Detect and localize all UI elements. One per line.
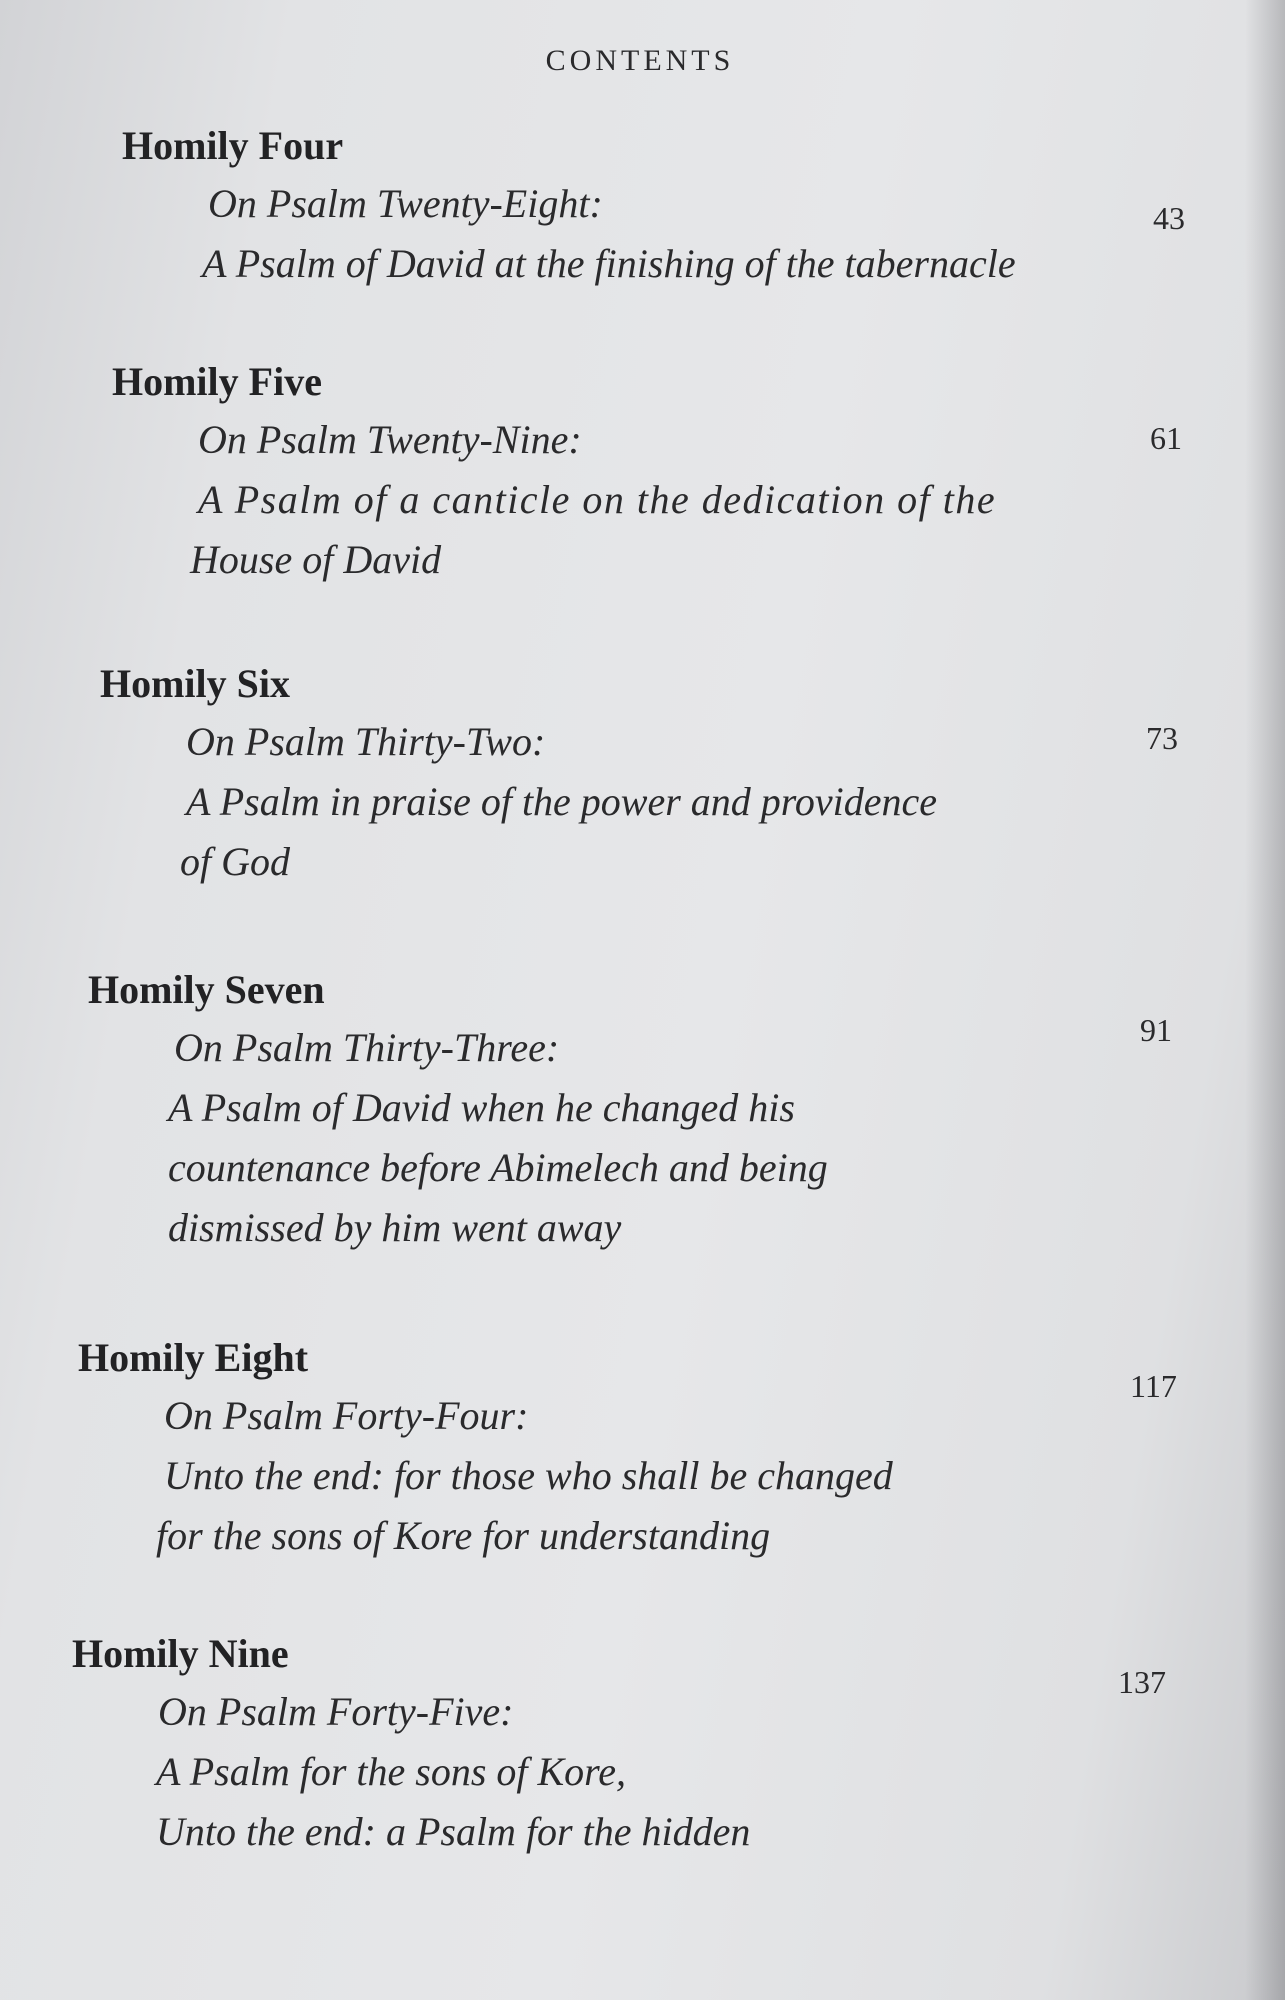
psalm-subtitle: On Psalm Thirty-Two: <box>186 719 546 764</box>
psalm-description-line: countenance before Abimelech and being <box>168 1145 828 1190</box>
homily-title: Homily Nine <box>72 1631 289 1676</box>
psalm-description-line: of God <box>180 839 290 884</box>
toc-entry-homily-eight <box>78 1336 893 1566</box>
psalm-subtitle: On Psalm Twenty-Nine: <box>198 417 582 462</box>
homily-title: Homily Four <box>122 123 344 168</box>
psalm-description-line: A Psalm of David at the finishing of the tabernacle <box>202 241 1016 286</box>
page-number: 73 <box>1146 720 1178 756</box>
psalm-description-line: A Psalm of a canticle on the dedication of the <box>198 477 997 522</box>
psalm-subtitle: On Psalm Forty-Four: <box>164 1393 529 1438</box>
page-number: 91 <box>1140 1012 1172 1048</box>
page-edge-shadow <box>1245 0 1285 2000</box>
contents-header: CONTENTS <box>545 44 735 77</box>
psalm-description-line: A Psalm in praise of the power and providence <box>186 779 938 824</box>
toc-entry-homily-nine <box>72 1632 750 1862</box>
toc-entry-homily-five <box>112 360 996 590</box>
homily-title: Homily Seven <box>88 967 325 1012</box>
page-number: 61 <box>1150 420 1182 456</box>
toc-entry-homily-six <box>100 662 937 892</box>
psalm-description-line: A Psalm of David when he changed his <box>168 1085 795 1130</box>
psalm-subtitle: On Psalm Forty-Five: <box>158 1689 514 1734</box>
page-number: 137 <box>1118 1664 1166 1700</box>
psalm-description-line: for the sons of Kore for understanding <box>156 1513 771 1558</box>
psalm-description-line: A Psalm for the sons of Kore, <box>156 1749 627 1794</box>
homily-title: Homily Five <box>112 359 322 404</box>
psalm-subtitle: On Psalm Thirty-Three: <box>174 1025 560 1070</box>
homily-title: Homily Eight <box>78 1335 309 1380</box>
toc-entry-homily-seven <box>88 968 828 1258</box>
psalm-description-line: House of David <box>190 537 442 582</box>
page-number: 117 <box>1130 1368 1177 1404</box>
toc-entry-homily-four <box>122 124 1016 294</box>
homily-title: Homily Six <box>100 661 291 706</box>
psalm-description-line: dismissed by him went away <box>168 1205 622 1250</box>
psalm-description-line: Unto the end: a Psalm for the hidden <box>156 1809 751 1854</box>
psalm-subtitle: On Psalm Twenty-Eight: <box>208 181 603 226</box>
page-number: 43 <box>1153 200 1185 236</box>
psalm-description-line: Unto the end: for those who shall be changed <box>164 1453 893 1498</box>
